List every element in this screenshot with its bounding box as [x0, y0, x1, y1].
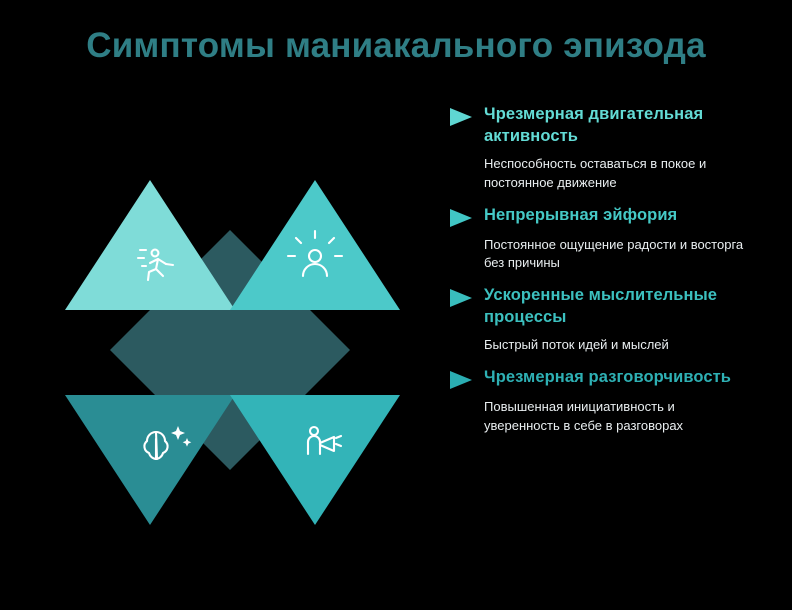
symptom-item-2-head [448, 205, 768, 229]
triangle-bottom-right [230, 395, 400, 525]
page-title: Симптомы маниакального эпизода [86, 26, 706, 65]
symptom-item-1-description: Неспособность оставаться в покое и постоянное движение [484, 155, 707, 190]
symptom-item-1-head [448, 104, 768, 148]
symptom-item-1-title: Чрезмерная двигательная активность [484, 105, 704, 145]
triangle-right-icon [448, 106, 474, 128]
triangle-bottom-left [65, 395, 235, 525]
symptom-item-3-description: Быстрый поток идей и мыслей [484, 337, 669, 353]
symptoms-list [448, 104, 768, 448]
manic-symptoms-diagram [30, 150, 430, 550]
symptom-item-2[interactable] [448, 205, 768, 274]
symptom-item-4-description: Повышенная инициативность и уверенность в себе в разговорах [484, 398, 684, 433]
symptom-item-1[interactable] [448, 104, 768, 193]
triangle-right-icon [448, 369, 474, 391]
triangle-right-icon [448, 207, 474, 229]
symptom-item-3-title: Ускоренные мыслительные процессы [484, 286, 718, 327]
symptom-item-4[interactable] [448, 367, 768, 436]
symptom-item-3-head [448, 285, 768, 329]
symptom-item-2-title: Непрерывная эйфория [484, 205, 678, 224]
symptom-item-3[interactable] [448, 285, 768, 355]
triangle-right-icon [448, 287, 474, 309]
symptom-item-4-title: Чрезмерная разговорчивость [484, 367, 732, 386]
symptom-item-4-head [448, 367, 768, 391]
triangle-top-left [65, 180, 235, 310]
triangle-top-right [230, 180, 400, 310]
symptom-item-2-description: Постоянное ощущение радости и восторга без причины [484, 236, 744, 271]
